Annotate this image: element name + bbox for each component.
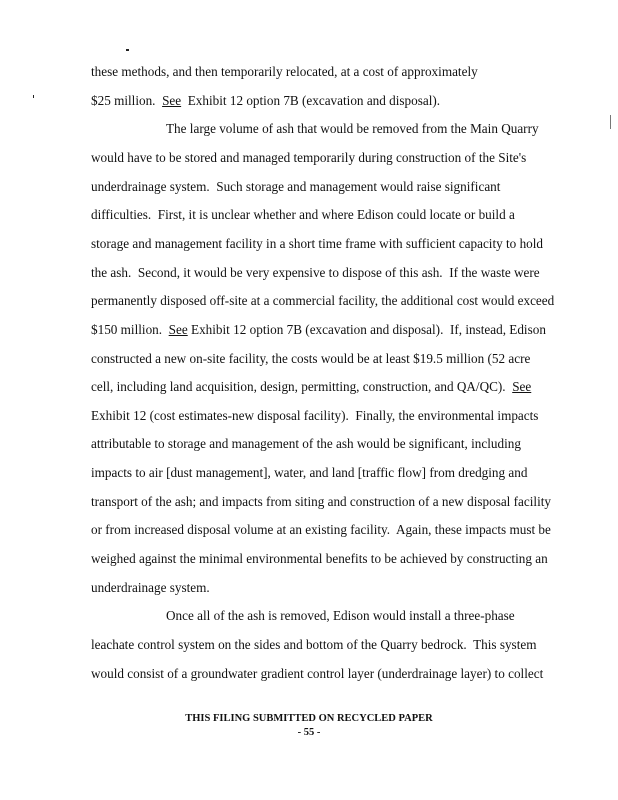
- text-line: [91, 150, 526, 166]
- text-segment: transport of the ash; and impacts from siting and construction of a new disposal facility: [91, 493, 551, 509]
- text-line: [91, 522, 551, 538]
- text-segment: or from increased disposal volume at an existing facility. Again, these impacts must be: [91, 522, 551, 538]
- text-segment: leachate control system on the sides and bottom of the Quarry bedrock. This system: [91, 637, 537, 652]
- text-segment: impacts to air [dust management], water, and land [traffic flow] from dredging and: [91, 465, 528, 481]
- text-segment: storage and management facility in a short time frame with sufficient capacity to hold: [91, 235, 544, 251]
- text-line: [166, 608, 515, 624]
- text-line: [91, 265, 540, 281]
- text-line: [91, 551, 548, 567]
- text-segment: Exhibit 12 option 7B (excavation and disposal).: [181, 92, 441, 108]
- text-segment: $25 million.: [91, 92, 163, 108]
- text-line: [91, 236, 543, 252]
- text-segment: the ash. Second, it would be very expensive to dispose of this ash. If the waste were: [91, 264, 540, 280]
- text-segment: Once all of the ash is removed, Edison would install a three-phase: [166, 608, 515, 624]
- text-line: [91, 408, 538, 424]
- text-segment: The large volume of ash that would be removed from the Main Quarry: [166, 121, 539, 137]
- text-line: [166, 121, 539, 137]
- text-line: [91, 322, 546, 338]
- text-segment: underdrainage system. Such storage and management would raise significant: [91, 178, 501, 194]
- text-segment: these methods, and then temporarily relocated, at a cost of approximately: [91, 64, 478, 79]
- page-number: - 55 -: [297, 727, 321, 738]
- text-line: [91, 465, 527, 481]
- text-segment: would consist of a groundwater gradient control layer (underdrainage layer) to collect: [91, 665, 544, 681]
- text-line: [91, 666, 543, 682]
- text-segment: constructed a new on-site facility, the costs would be at least $19.5 million (52 acre: [91, 350, 531, 366]
- text-segment: permanently disposed off-site at a commercial facility, the additional cost would exceed: [91, 293, 555, 309]
- citation-signal: See: [162, 92, 182, 108]
- text-segment: attributable to storage and management of the ash would be significant, including: [91, 436, 521, 452]
- text-segment: $150 million.: [91, 321, 169, 337]
- text-line: [91, 207, 515, 223]
- text-segment: Exhibit 12 (cost estimates-new disposal facility). Finally, the environmental impacts: [91, 407, 539, 423]
- recycled-paper-footer: THIS FILING SUBMITTED ON RECYCLED PAPER: [185, 713, 433, 724]
- text-line: [91, 379, 531, 395]
- text-segment: cell, including land acquisition, design, permitting, construction, and QA/QC).: [91, 379, 513, 395]
- scan-speck: [33, 95, 34, 98]
- text-segment: difficulties. First, it is unclear whether and where Edison could locate or build a: [91, 207, 515, 223]
- text-line: [91, 179, 500, 195]
- text-segment: would have to be stored and managed temporarily during construction of the Site's: [91, 149, 527, 165]
- text-segment: weighed against the minimal environmental benefits to be achieved by constructing an: [91, 551, 548, 567]
- text-line: [91, 494, 551, 510]
- text-line: [91, 637, 536, 653]
- text-line: [91, 64, 478, 80]
- citation-signal: See: [168, 321, 188, 337]
- scan-speck: [610, 115, 611, 129]
- text-line: [91, 293, 554, 309]
- text-segment: underdrainage system.: [91, 579, 210, 595]
- text-line: [91, 436, 521, 452]
- text-line: [91, 93, 440, 109]
- citation-signal: See: [512, 379, 532, 395]
- text-segment: Exhibit 12 option 7B (excavation and disposal). If, instead, Edison: [187, 321, 546, 337]
- text-line: [91, 351, 530, 367]
- scan-speck: [126, 49, 129, 51]
- text-line: [91, 580, 210, 596]
